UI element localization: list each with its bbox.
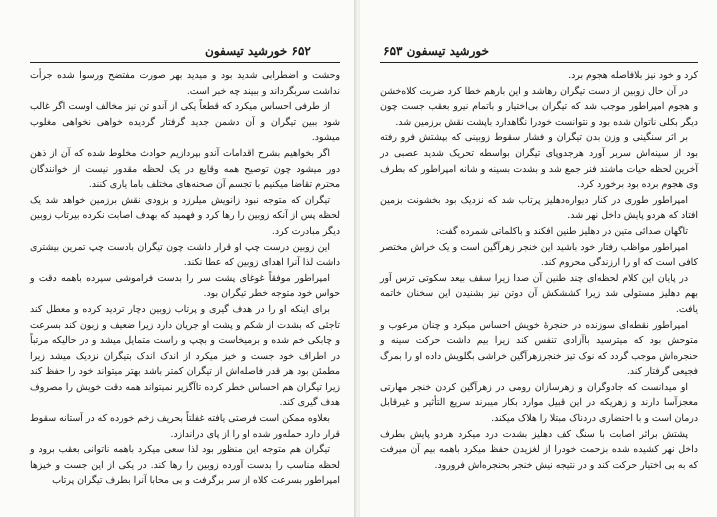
right-paragraph-9: او میدانست که جادوگران و زهرسازان رومی در زهرآگین کردن خنجر مهارتی معجزآسا دارند و زهریکه در این قبیل موارد بکار میبرند سریع التأثیر و غیرقابل درمان است و با احتضاری دردناک مبتلا را هلاک میکند. bbox=[380, 381, 698, 425]
right-paragraph-8: امپراطور نقطه‌ای سوزنده در حنجرهٔ خویش احساس میکرد و چنان مرعوب و متوحش بود که میترسید باآزادی تنفس کند زیرا بیم داشت حرکت سینه و حنجره‌اش موجب گردد که نوک تیز خنجرزهرآگین خراشی بگلویش داده او را بمرگ فجیعی گرفتار کند. bbox=[380, 319, 698, 378]
left-paragraph-3: اگر بخواهیم بشرح اقدامات آندو بپردازیم حوادث مخلوط شده که آن از ذهن دور میشود چون توصیح همه وقایع در یک لحظه مقدور نیست از خوانندگان محترم تقاضا میکنیم با تجسم آن صحنه‌های مختلف باما یاری کنند. bbox=[30, 147, 340, 191]
left-page-body bbox=[30, 68, 340, 489]
right-paragraph-7: در پایان این کلام لحظه‌ای چند طنین آن صدا زیرا سقف بیعد سکوتی ترس آور بهم دهلیز مستولی شد زیرا کششکش آن دوتن نیز بشنیدن این سخنان خاتمه یافت. bbox=[380, 272, 698, 315]
left-paragraph-1: وحشت و اضطرابی شدید بود و میدید بهر صورت مفتضح ورسوا شده جرأت نداشت سربگرداند و ببیند چه خبر است. bbox=[30, 70, 340, 97]
right-paragraph-10: پشتش براثر اصابت با سنگ کف دهلیز بشدت درد میکرد هردو پایش بطرف داخل نهر کشیده شده بزحمت خودرا از لغزیدن حفظ میکرد باهمه بیم آن میرفت که به بی اختیار حرکت کند و در نتیجه نیش خنجر بحنجره‌اش فرورود. bbox=[380, 428, 698, 471]
left-paragraph-8: بعلاوه ممکن است فرصتی یافته غفلتاً بحریف زخم خورده که در آستانه سقوط قرار دارد حمله‌ور شده او را از پای دراندازد. bbox=[30, 413, 340, 440]
right-header-rule bbox=[380, 62, 698, 63]
left-paragraph-9: تیگران هم متوجه این منظور بود لذا سعی میکرد باهمه ناتوانی بعقب برود و لحظه مناسب را بدست آورده زوبین را رها کند. در یکی از این جست و خیزها امپراطور بسرعت کلاه از سر برگرفت و بی محابا آنرا بطرف تیگران پرتاب bbox=[30, 444, 340, 487]
left-paragraph-5: این زوبین درست چپ او قرار داشت چون تیگران بادست چپ تمرین بیشتری داشت لذا آنرا اهدای زوبین که عطا نکند. bbox=[30, 241, 340, 269]
left-paragraph-6: امپراطور موفقاً غوغای پشت سر را بدست فراموشی سپرده باهمه دقت و حواس خود متوجه خطر تیگران بود. bbox=[30, 272, 340, 300]
left-page-header: ۶۵۲ خورشید تیسفون bbox=[205, 44, 311, 58]
right-paragraph-5: تاگهان صدائی متین در دهلیز طنین افکند و باکلماتی شمرده گفت: bbox=[435, 225, 688, 237]
right-paragraph-3: بر اثر سنگینی و وزن بدن تیگران و فشار سقوط زوبینی که بپشتش فرو رفته بود از سینه‌اش سربر آورد هرجدوپای تیگران بواسطه تحریک شدید عصبی در آخرین لحظه حیات ماشند فنر جمع شد و بشدت بسینه و شانه امپراطور که بطرف وی هجوم برده بود برخورد کرد. bbox=[380, 132, 698, 191]
right-paragraph-6: امپراطور مواظب رفتار خود باشید این خنجر زهرآگین است و یک خراش مختصر کافی است که او را ارزندگی محروم کند. bbox=[380, 241, 698, 269]
right-page bbox=[360, 0, 717, 517]
right-paragraph-4: امپراطور طوری در کنار دیواره‌دهلیز پرتاب شد که نزدیک بود بخشونت بزمین افتاد که هردو پایش داخل نهر شد. bbox=[380, 194, 698, 222]
left-page bbox=[0, 0, 356, 517]
left-header-rule bbox=[30, 62, 340, 63]
left-paragraph-4: تیگران که متوجه نبود زانویش میلرزد و بزودی نقش برزمین خواهد شد یک لحظه پس از آنکه زوبین را رها کرد و فهمید که بهدف اصابت نکرده بیرتاب زوبین دیگر مبادرت کرد. bbox=[30, 194, 340, 237]
right-page-body bbox=[380, 68, 698, 473]
left-paragraph-2: از طرفی احساس میکرد که قطعاً یکی از آندو تن نیز مخالف اوست اگر غالب شود ببین تیگران و آن دشمن جدید گرفتار گردیده خواهی نخواهی مغلوب میشود. bbox=[30, 101, 340, 144]
right-paragraph-1: کرد و خود نیز بلافاصله هجوم برد. bbox=[568, 70, 698, 81]
right-page-header: خورشید تیسفون ۶۵۳ bbox=[383, 44, 489, 58]
left-paragraph-7: برای اینکه او را در هدف گیری و پرتاب زوبین دچار تردید کرده و معطل کند تاجئی که بشدت از شکم و پشت او جریان دارد زیرا ضعیف و زبون کند بسرعت و چابکی خم شده و برمیخاست و بچپ و راست متمایل میشد و در حالیکه مرتباً در اطراف خود جست و خیز میکرد از اندک اندک بتیگران نزدیک میشد زیرا مطمئن بود هر قدر فاصله‌اش از تیگران کمتر باشد بهتر میتواند خود را حفظ کند زیرا تیگران هم احساس خطر کرده تاآگزیر نمیتواند همه دقت خویش را مصروف هدف گیری کند. bbox=[30, 303, 340, 409]
right-paragraph-2: در آن حال زوبین از دست تیگران رهاشد و این بارهم خطا کرد ضربت کلاه‌خشن و هجوم امپراطور موجب شد که تیگران بی‌اختیار و باتمام نیرو بعقب جست چون دیگر بکلی ناتوان شده بود و نتوانست خودرا نگاهدارد باپشت نقش برزمین شد. bbox=[380, 85, 698, 128]
